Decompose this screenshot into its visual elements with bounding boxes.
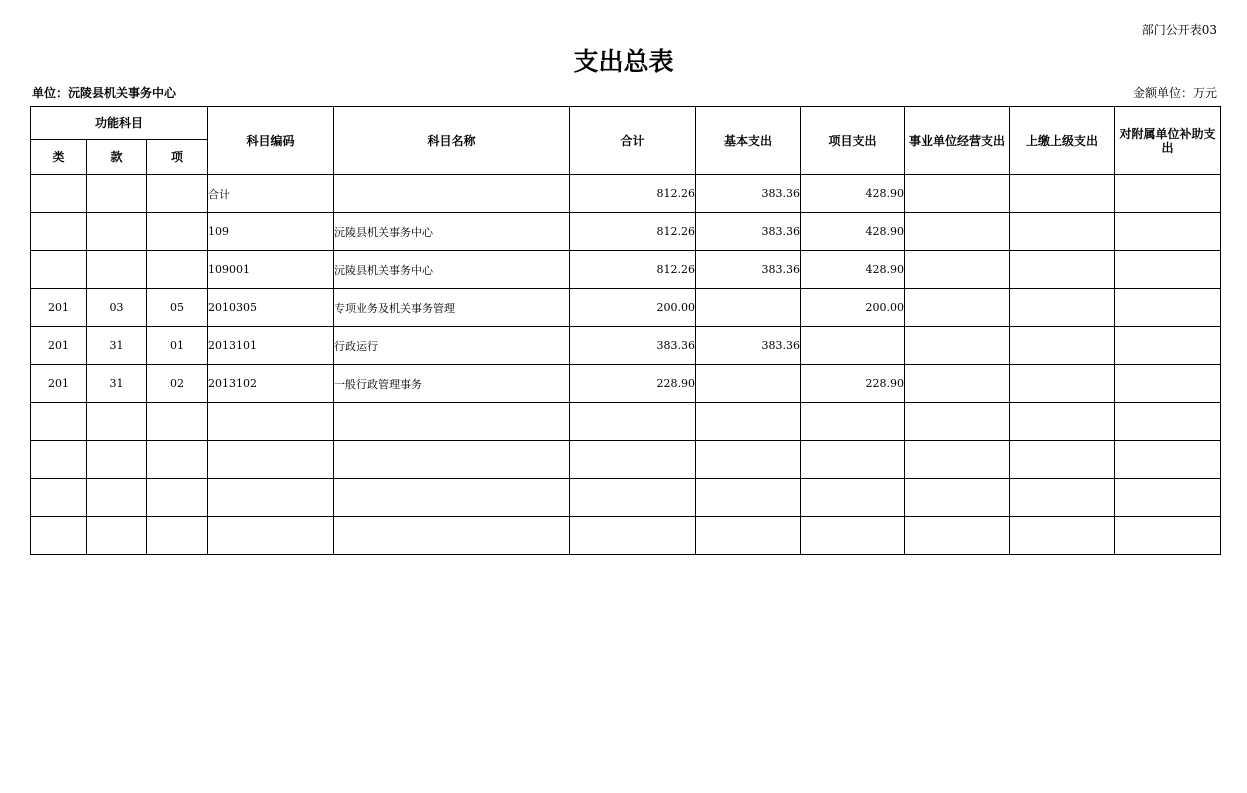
- cell-upper: [1010, 403, 1115, 441]
- cell-upper: [1010, 175, 1115, 213]
- cell-code: 2013101: [208, 327, 334, 365]
- cell-total: [570, 441, 696, 479]
- cell-upper: [1010, 327, 1115, 365]
- cell-basic: [696, 441, 801, 479]
- cell-business: [905, 365, 1010, 403]
- table-row: [31, 441, 1221, 479]
- expenditure-table: [30, 106, 1221, 555]
- cell-business: [905, 213, 1010, 251]
- header-business: 事业单位经营支出: [905, 107, 1010, 175]
- cell-total: 383.36: [570, 327, 696, 365]
- cell-lei: [31, 517, 87, 555]
- unit-label: 单位：沅陵县机关事务中心: [32, 86, 177, 100]
- cell-lei: [31, 251, 87, 289]
- table-row: [31, 479, 1221, 517]
- cell-business: [905, 441, 1010, 479]
- cell-kuan: [87, 213, 147, 251]
- cell-business: [905, 479, 1010, 517]
- cell-basic: 383.36: [696, 327, 801, 365]
- cell-xiang: [147, 175, 208, 213]
- cell-xiang: 05: [147, 289, 208, 327]
- cell-name: [334, 479, 570, 517]
- cell-lei: [31, 479, 87, 517]
- cell-business: [905, 175, 1010, 213]
- cell-total: [570, 479, 696, 517]
- cell-code: [208, 441, 334, 479]
- cell-name: [334, 403, 570, 441]
- cell-name: [334, 175, 570, 213]
- table-row: [31, 327, 1221, 365]
- table-row: [31, 289, 1221, 327]
- cell-upper: [1010, 289, 1115, 327]
- cell-business: [905, 403, 1010, 441]
- cell-business: [905, 251, 1010, 289]
- cell-kuan: [87, 441, 147, 479]
- cell-project: [801, 441, 905, 479]
- cell-kuan: [87, 403, 147, 441]
- cell-kuan: 31: [87, 365, 147, 403]
- table-row: [31, 403, 1221, 441]
- cell-lei: [31, 213, 87, 251]
- cell-project: [801, 403, 905, 441]
- cell-subsidy: [1115, 251, 1221, 289]
- header-project: 项目支出: [801, 107, 905, 175]
- cell-total: [570, 517, 696, 555]
- cell-basic: [696, 403, 801, 441]
- cell-total: 228.90: [570, 365, 696, 403]
- header-upper: 上缴上级支出: [1010, 107, 1115, 175]
- cell-xiang: [147, 479, 208, 517]
- cell-name: 行政运行: [334, 327, 570, 365]
- cell-project: 428.90: [801, 213, 905, 251]
- cell-kuan: [87, 479, 147, 517]
- cell-xiang: [147, 441, 208, 479]
- cell-basic: 383.36: [696, 175, 801, 213]
- header-xiang: 项: [147, 140, 208, 175]
- cell-total: 812.26: [570, 251, 696, 289]
- cell-project: 428.90: [801, 251, 905, 289]
- table-row: [31, 365, 1221, 403]
- cell-subsidy: [1115, 479, 1221, 517]
- cell-lei: [31, 441, 87, 479]
- cell-name: [334, 517, 570, 555]
- cell-xiang: [147, 213, 208, 251]
- cell-subsidy: [1115, 327, 1221, 365]
- cell-xiang: 02: [147, 365, 208, 403]
- page-title: 支出总表: [573, 47, 674, 76]
- cell-subsidy: [1115, 289, 1221, 327]
- cell-basic: [696, 365, 801, 403]
- cell-code: 2013102: [208, 365, 334, 403]
- cell-project: 428.90: [801, 175, 905, 213]
- header-kuan: 款: [87, 140, 147, 175]
- cell-code: 合计: [208, 175, 334, 213]
- table-row: [31, 517, 1221, 555]
- cell-upper: [1010, 213, 1115, 251]
- cell-kuan: 31: [87, 327, 147, 365]
- cell-project: 200.00: [801, 289, 905, 327]
- header-subsidy: 对附属单位补助支出: [1115, 107, 1221, 175]
- cell-name: [334, 441, 570, 479]
- table-row: [31, 213, 1221, 251]
- cell-code: [208, 517, 334, 555]
- cell-business: [905, 517, 1010, 555]
- cell-name: 一般行政管理事务: [334, 365, 570, 403]
- cell-lei: 201: [31, 289, 87, 327]
- cell-business: [905, 327, 1010, 365]
- cell-code: 109: [208, 213, 334, 251]
- cell-kuan: [87, 175, 147, 213]
- cell-subsidy: [1115, 441, 1221, 479]
- cell-name: 沅陵县机关事务中心: [334, 213, 570, 251]
- cell-upper: [1010, 479, 1115, 517]
- cell-kuan: 03: [87, 289, 147, 327]
- cell-lei: [31, 175, 87, 213]
- cell-upper: [1010, 365, 1115, 403]
- cell-subsidy: [1115, 403, 1221, 441]
- cell-total: [570, 403, 696, 441]
- cell-lei: 201: [31, 365, 87, 403]
- cell-project: [801, 327, 905, 365]
- cell-basic: [696, 517, 801, 555]
- table-row: [31, 175, 1221, 213]
- cell-basic: 383.36: [696, 251, 801, 289]
- cell-basic: [696, 479, 801, 517]
- cell-code: [208, 479, 334, 517]
- cell-total: 812.26: [570, 213, 696, 251]
- cell-subsidy: [1115, 175, 1221, 213]
- cell-xiang: [147, 251, 208, 289]
- cell-project: 228.90: [801, 365, 905, 403]
- cell-total: 812.26: [570, 175, 696, 213]
- cell-upper: [1010, 517, 1115, 555]
- cell-basic: [696, 289, 801, 327]
- table-row: [31, 251, 1221, 289]
- cell-kuan: [87, 517, 147, 555]
- cell-upper: [1010, 441, 1115, 479]
- cell-basic: 383.36: [696, 213, 801, 251]
- cell-upper: [1010, 251, 1115, 289]
- cell-subsidy: [1115, 365, 1221, 403]
- cell-subsidy: [1115, 517, 1221, 555]
- cell-xiang: [147, 517, 208, 555]
- cell-code: 109001: [208, 251, 334, 289]
- cell-name: 专项业务及机关事务管理: [334, 289, 570, 327]
- cell-code: 2010305: [208, 289, 334, 327]
- cell-lei: [31, 403, 87, 441]
- cell-kuan: [87, 251, 147, 289]
- header-code: 科目编码: [208, 107, 334, 175]
- cell-lei: 201: [31, 327, 87, 365]
- cell-code: [208, 403, 334, 441]
- header-basic: 基本支出: [696, 107, 801, 175]
- cell-xiang: [147, 403, 208, 441]
- header-lei: 类: [31, 140, 87, 175]
- cell-subsidy: [1115, 213, 1221, 251]
- header-name: 科目名称: [334, 107, 570, 175]
- cell-name: 沅陵县机关事务中心: [334, 251, 570, 289]
- cell-total: 200.00: [570, 289, 696, 327]
- header-total: 合计: [570, 107, 696, 175]
- cell-business: [905, 289, 1010, 327]
- form-code: 部门公开表03: [1141, 23, 1217, 37]
- cell-project: [801, 517, 905, 555]
- currency-label: 金额单位：万元: [1132, 86, 1217, 100]
- header-func-subject: 功能科目: [31, 107, 208, 140]
- cell-xiang: 01: [147, 327, 208, 365]
- cell-project: [801, 479, 905, 517]
